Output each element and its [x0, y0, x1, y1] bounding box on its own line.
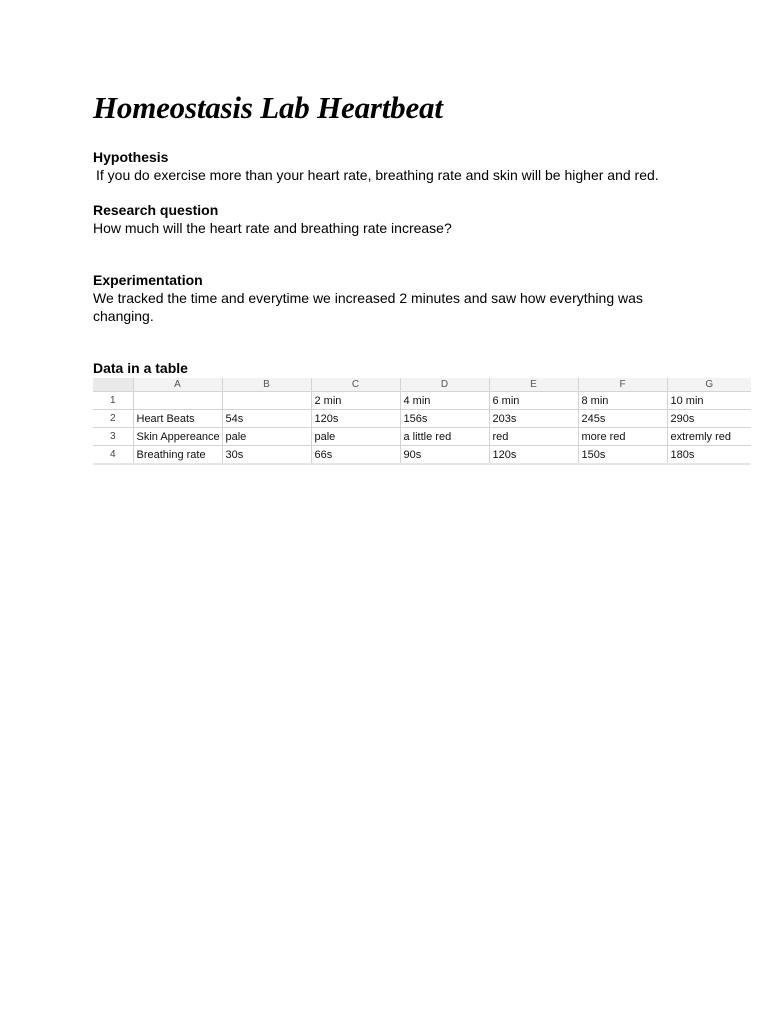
table-cell: red — [489, 428, 578, 446]
table-cell: 180s — [667, 446, 751, 465]
row-number: 1 — [93, 392, 133, 410]
table-cell: 156s — [400, 410, 489, 428]
table-cell: pale — [222, 428, 311, 446]
column-header: E — [489, 378, 578, 392]
table-cell: 203s — [489, 410, 578, 428]
table-cell: 10 min — [667, 392, 751, 410]
table-cell: 2 min — [311, 392, 400, 410]
table-row — [93, 410, 751, 428]
research-question-heading: Research question — [93, 202, 219, 218]
table-cell: 245s — [578, 410, 667, 428]
experimentation-section — [93, 271, 753, 359]
table-cell: a little red — [400, 428, 489, 446]
row-number: 2 — [93, 410, 133, 428]
column-header: F — [578, 378, 667, 392]
row-number: 4 — [93, 446, 133, 465]
hypothesis-heading: Hypothesis — [93, 149, 169, 165]
table-cell: extremly red — [667, 428, 751, 446]
table-cell: 290s — [667, 410, 751, 428]
experimentation-heading: Experimentation — [93, 272, 203, 288]
column-header: G — [667, 378, 751, 392]
column-header: A — [133, 378, 222, 392]
data-table — [93, 378, 751, 465]
table-cell: 4 min — [400, 392, 489, 410]
table-cell: Skin Appereance — [133, 428, 222, 446]
research-question-text: How much will the heart rate and breathing rate increase? — [93, 220, 452, 236]
table-cell — [133, 392, 222, 410]
table-cell: 30s — [222, 446, 311, 465]
corner-cell — [93, 378, 133, 392]
table-cell: Breathing rate — [133, 446, 222, 465]
data-table-heading: Data in a table — [93, 360, 188, 376]
row-number: 3 — [93, 428, 133, 446]
hypothesis-section — [93, 148, 753, 201]
column-header: D — [400, 378, 489, 392]
table-cell: 120s — [311, 410, 400, 428]
table-cell — [222, 392, 311, 410]
hypothesis-text: If you do exercise more than your heart rate, breathing rate and skin will be higher and red. — [96, 167, 659, 183]
column-header: C — [311, 378, 400, 392]
experimentation-text: We tracked the time and everytime we increased 2 minutes and saw how everything was changing. — [93, 290, 643, 324]
table-cell: Heart Beats — [133, 410, 222, 428]
research-question-section — [93, 201, 753, 271]
table-cell: 90s — [400, 446, 489, 465]
table-cell: 54s — [222, 410, 311, 428]
table-cell: 8 min — [578, 392, 667, 410]
table-cell: 150s — [578, 446, 667, 465]
data-table-section — [93, 359, 753, 465]
table-cell: 6 min — [489, 392, 578, 410]
table-cell: more red — [578, 428, 667, 446]
table-cell: pale — [311, 428, 400, 446]
table-cell: 66s — [311, 446, 400, 465]
table-row — [93, 446, 751, 465]
column-header: B — [222, 378, 311, 392]
document-page — [93, 88, 753, 465]
table-cell: 120s — [489, 446, 578, 465]
table-row — [93, 392, 751, 410]
column-header-row — [93, 378, 751, 392]
document-title: Homeostasis Lab Heartbeat — [93, 90, 443, 125]
table-row — [93, 428, 751, 446]
